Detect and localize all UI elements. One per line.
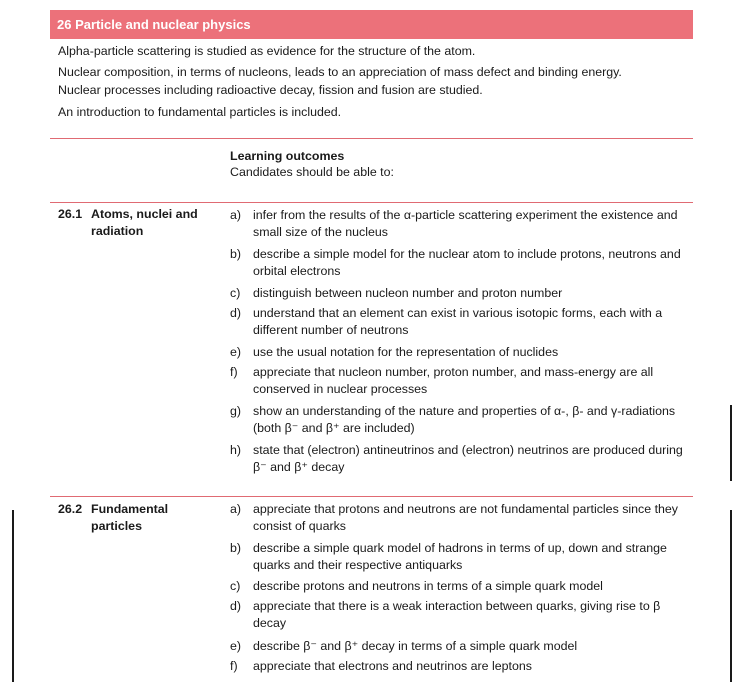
topic-name: Atoms, nuclei and radiation bbox=[91, 207, 198, 238]
outcome-item: b) describe a simple model for the nuclear atom to include protons, neutrons and orbital electrons bbox=[230, 247, 681, 278]
topic-heading bbox=[58, 501, 168, 535]
intro-line-2: Nuclear composition, in terms of nucleons, leads to an appreciation of mass defect and binding energy. bbox=[58, 65, 622, 79]
divider bbox=[50, 202, 693, 203]
change-bar bbox=[730, 510, 732, 682]
learning-outcomes-title: Learning outcomes bbox=[230, 149, 345, 163]
divider bbox=[50, 138, 693, 139]
outcome-item: f) appreciate that electrons and neutrinos are leptons bbox=[230, 659, 532, 673]
outcome-item: a) appreciate that protons and neutrons are not fundamental particles since they consist of quarks bbox=[230, 502, 678, 533]
change-bar bbox=[12, 510, 14, 682]
outcome-item: b) describe a simple quark model of hadrons in terms of up, down and strange quarks and their respective antiquarks bbox=[230, 541, 667, 572]
topic-number: 26.2 bbox=[58, 502, 83, 516]
outcome-item: c) distinguish between nucleon number and proton number bbox=[230, 286, 563, 300]
outcome-item: d) understand that an element can exist in various isotopic forms, each with a different number of neutrons bbox=[230, 306, 663, 337]
divider bbox=[50, 496, 693, 497]
section-title: 26 Particle and nuclear physics bbox=[57, 17, 251, 32]
section-header bbox=[50, 10, 693, 39]
outcome-item: g) show an understanding of the nature and properties of α-, β- and γ-radiations (both β⁻ and β⁺ are included) bbox=[230, 404, 676, 435]
intro-line-3: Nuclear processes including radioactive decay, fission and fusion are studied. bbox=[58, 83, 483, 97]
intro-line-4: An introduction to fundamental particles is included. bbox=[58, 105, 342, 119]
learning-outcomes-header bbox=[230, 148, 394, 180]
topic-heading bbox=[58, 206, 198, 240]
outcome-item: h) state that (electron) antineutrinos and (electron) neutrinos are produced during β⁻ and β⁺ decay bbox=[230, 443, 683, 474]
learning-outcomes-subtitle: Candidates should be able to: bbox=[230, 165, 394, 179]
topic-name: Fundamental particles bbox=[91, 502, 169, 533]
outcome-item: d) appreciate that there is a weak interaction between quarks, giving rise to β decay bbox=[230, 599, 661, 630]
topic-number: 26.1 bbox=[58, 207, 83, 221]
outcome-item: e) use the usual notation for the representation of nuclides bbox=[230, 345, 559, 359]
change-bar bbox=[730, 405, 732, 481]
outcome-item: c) describe protons and neutrons in terms of a simple quark model bbox=[230, 579, 603, 593]
intro-line-1: Alpha-particle scattering is studied as evidence for the structure of the atom. bbox=[58, 44, 476, 58]
outcome-item: f) appreciate that nucleon number, proton number, and mass-energy are all conserved in nuclear processes bbox=[230, 365, 654, 396]
outcome-item: e) describe β⁻ and β⁺ decay in terms of a simple quark model bbox=[230, 639, 578, 653]
outcome-item: a) infer from the results of the α-particle scattering experiment the existence and small size of the nucleus bbox=[230, 208, 678, 239]
